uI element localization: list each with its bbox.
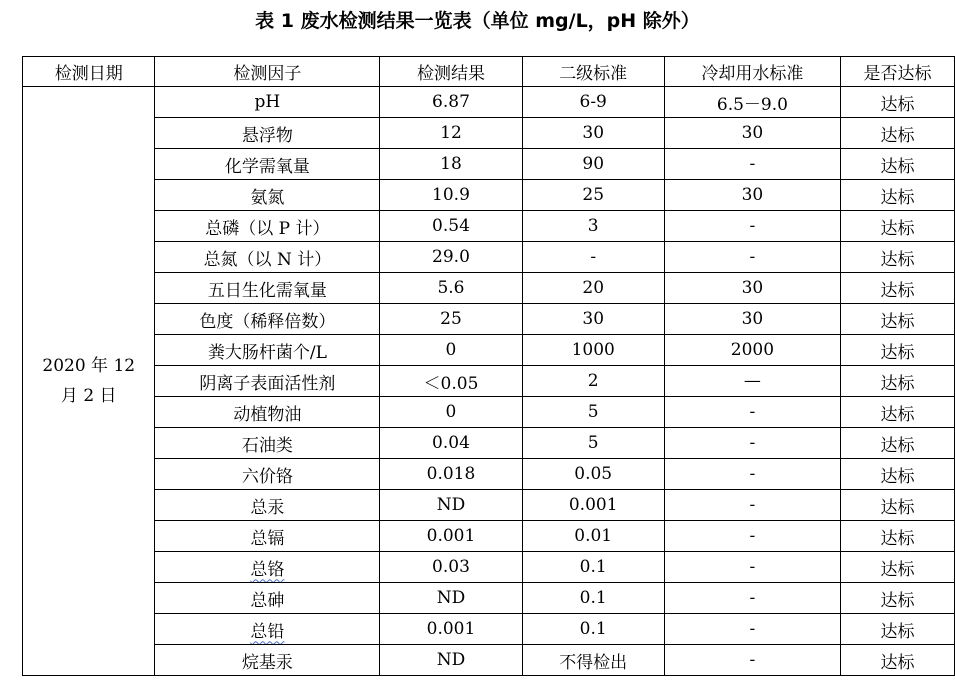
grade2-cell: 3 (522, 211, 664, 242)
result-cell: 10.9 (380, 180, 522, 211)
table-row (23, 366, 955, 397)
factor-cell (155, 614, 380, 645)
cooling-cell: 6.5－9.0 (664, 87, 840, 118)
pass-cell: 达标 (841, 490, 955, 521)
factor-cell: 石油类 (155, 428, 380, 459)
factor-cell: 六价铬 (155, 459, 380, 490)
factor-cell: 烷基汞 (155, 645, 380, 676)
grade2-cell: 6-9 (522, 87, 664, 118)
table-row (23, 614, 955, 645)
cooling-cell: — (664, 366, 840, 397)
grade2-cell: 30 (522, 118, 664, 149)
table-row (23, 180, 955, 211)
result-cell: 6.87 (380, 87, 522, 118)
factor-cell: 化学需氧量 (155, 149, 380, 180)
factor-cell: 氨氮 (155, 180, 380, 211)
result-cell: ND (380, 490, 522, 521)
factor-cell: 总汞 (155, 490, 380, 521)
date-line-1: 2020 年 12 (42, 356, 136, 376)
cooling-cell: - (664, 552, 840, 583)
cooling-cell: - (664, 614, 840, 645)
table-row (23, 645, 955, 676)
grade2-cell: 5 (522, 428, 664, 459)
factor-cell: 色度（稀释倍数） (155, 304, 380, 335)
pass-cell: 达标 (841, 366, 955, 397)
result-cell: ND (380, 583, 522, 614)
cooling-cell: 30 (664, 304, 840, 335)
pass-cell: 达标 (841, 459, 955, 490)
cooling-cell: 30 (664, 273, 840, 304)
pass-cell: 达标 (841, 273, 955, 304)
table-row (23, 428, 955, 459)
cooling-cell: - (664, 583, 840, 614)
cooling-cell: - (664, 428, 840, 459)
table-row (23, 211, 955, 242)
grade2-cell: 0.1 (522, 552, 664, 583)
factor-cell: 总磷（以 P 计） (155, 211, 380, 242)
result-cell: ＜0.05 (380, 366, 522, 397)
header-factor: 检测因子 (155, 57, 380, 87)
table-row (23, 552, 955, 583)
pass-cell: 达标 (841, 242, 955, 273)
grade2-cell: 0.1 (522, 583, 664, 614)
table-row (23, 87, 955, 118)
grade2-cell: 0.1 (522, 614, 664, 645)
result-cell: ND (380, 645, 522, 676)
table-row (23, 118, 955, 149)
result-cell: 0 (380, 335, 522, 366)
pass-cell: 达标 (841, 87, 955, 118)
date-cell (23, 87, 155, 676)
cooling-cell: 30 (664, 118, 840, 149)
cooling-cell: 30 (664, 180, 840, 211)
header-date: 检测日期 (23, 57, 155, 87)
pass-cell: 达标 (841, 428, 955, 459)
header-cooling: 冷却用水标准 (664, 57, 840, 87)
table-row (23, 242, 955, 273)
result-cell: 18 (380, 149, 522, 180)
pass-cell: 达标 (841, 211, 955, 242)
cooling-cell: - (664, 490, 840, 521)
factor-text: 总铬 (250, 559, 285, 580)
result-cell: 0.54 (380, 211, 522, 242)
result-cell: 0.04 (380, 428, 522, 459)
result-cell: 0.001 (380, 614, 522, 645)
result-cell: 0.03 (380, 552, 522, 583)
cooling-cell: - (664, 645, 840, 676)
table-row (23, 490, 955, 521)
date-line-2: 月 2 日 (60, 386, 117, 406)
pass-cell: 达标 (841, 304, 955, 335)
result-cell: 12 (380, 118, 522, 149)
table-row (23, 149, 955, 180)
factor-cell: 总镉 (155, 521, 380, 552)
cooling-cell: - (664, 397, 840, 428)
factor-cell: pH (155, 87, 380, 118)
grade2-cell: 不得检出 (522, 645, 664, 676)
pass-cell: 达标 (841, 521, 955, 552)
pass-cell: 达标 (841, 118, 955, 149)
factor-cell: 阴离子表面活性剂 (155, 366, 380, 397)
result-cell: 0.001 (380, 521, 522, 552)
cooling-cell: - (664, 459, 840, 490)
factor-cell: 悬浮物 (155, 118, 380, 149)
grade2-cell: 20 (522, 273, 664, 304)
grade2-cell: 0.01 (522, 521, 664, 552)
table-row (23, 583, 955, 614)
grade2-cell: 0.05 (522, 459, 664, 490)
pass-cell: 达标 (841, 614, 955, 645)
cooling-cell: - (664, 242, 840, 273)
table-row (23, 459, 955, 490)
table-row (23, 335, 955, 366)
factor-cell: 五日生化需氧量 (155, 273, 380, 304)
table-row (23, 304, 955, 335)
result-cell: 5.6 (380, 273, 522, 304)
factor-cell: 粪大肠杆菌个/L (155, 335, 380, 366)
factor-text: 总铅 (250, 621, 285, 642)
pass-cell: 达标 (841, 335, 955, 366)
pass-cell: 达标 (841, 397, 955, 428)
table-row (23, 521, 955, 552)
grade2-cell: 25 (522, 180, 664, 211)
result-cell: 29.0 (380, 242, 522, 273)
grade2-cell: - (522, 242, 664, 273)
factor-cell: 总砷 (155, 583, 380, 614)
pass-cell: 达标 (841, 552, 955, 583)
result-cell: 25 (380, 304, 522, 335)
header-result: 检测结果 (380, 57, 522, 87)
grade2-cell: 0.001 (522, 490, 664, 521)
wastewater-results-table (22, 56, 955, 676)
table-title: 表 1 废水检测结果一览表（单位 mg/L，pH 除外） (255, 10, 700, 32)
result-cell: 0 (380, 397, 522, 428)
grade2-cell: 30 (522, 304, 664, 335)
grade2-cell: 1000 (522, 335, 664, 366)
pass-cell: 达标 (841, 645, 955, 676)
grade2-cell: 90 (522, 149, 664, 180)
cooling-cell: - (664, 149, 840, 180)
cooling-cell: 2000 (664, 335, 840, 366)
grade2-cell: 2 (522, 366, 664, 397)
grade2-cell: 5 (522, 397, 664, 428)
pass-cell: 达标 (841, 583, 955, 614)
factor-cell: 动植物油 (155, 397, 380, 428)
cooling-cell: - (664, 211, 840, 242)
factor-cell (155, 552, 380, 583)
table-row (23, 273, 955, 304)
cooling-cell: - (664, 521, 840, 552)
pass-cell: 达标 (841, 180, 955, 211)
pass-cell: 达标 (841, 149, 955, 180)
header-pass: 是否达标 (841, 57, 955, 87)
header-grade2: 二级标准 (522, 57, 664, 87)
factor-cell: 总氮（以 N 计） (155, 242, 380, 273)
table-row (23, 397, 955, 428)
table-header-row (23, 57, 955, 87)
result-cell: 0.018 (380, 459, 522, 490)
